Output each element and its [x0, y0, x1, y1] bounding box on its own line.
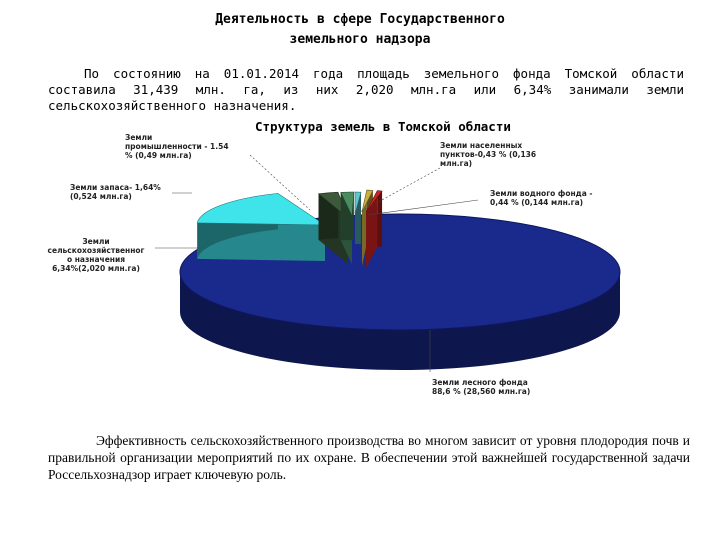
slice-label-5: Земли водного фонда -0,44 % (0,144 млн.га) [490, 189, 593, 207]
slice-1-top [197, 193, 325, 225]
slice-label-4: Земли населенных пунктов-0,43 % (0,136 млн.га) [440, 141, 537, 168]
slice-1 [197, 193, 325, 261]
slice-6-front [377, 191, 382, 248]
slice-label-2: Земли запаса- 1,64% (0,524 млн.га) [70, 183, 161, 201]
title-line-2: земельного надзора [289, 32, 431, 47]
slice-label-0: Земли лесного фонда 88,6 % (28,560 млн.га) [432, 378, 531, 396]
slice-label-3: Земли промышленности - 1.54 % (0,49 млн.га) [125, 133, 229, 160]
leader-line-4 [360, 168, 440, 212]
leader-line-5 [368, 200, 478, 215]
slice-label-1: Земли сельскохозяйственног о назначения 6,34%(2,020 млн.га) [47, 237, 145, 273]
outro-paragraph: Эффективность сельскохозяйственного производства во многом зависит от уровня плодородия почв и правильной организации мероприятий по их охране. В обеспечении этой важнейшей государственной задачи Россельхознадзор играет ключевую роль. [48, 433, 690, 482]
intro-paragraph: По состоянию на 01.01.2014 года площадь земельного фонда Томской области составила 31,439 млн. га, из них 2,020 млн.га или 6,34% занимали земли сельскохозяйственного назначения. [48, 66, 684, 113]
chart-title: Структура земель в Томской области [255, 119, 511, 134]
title-line-1: Деятельность в сфере Государственного [215, 12, 505, 27]
